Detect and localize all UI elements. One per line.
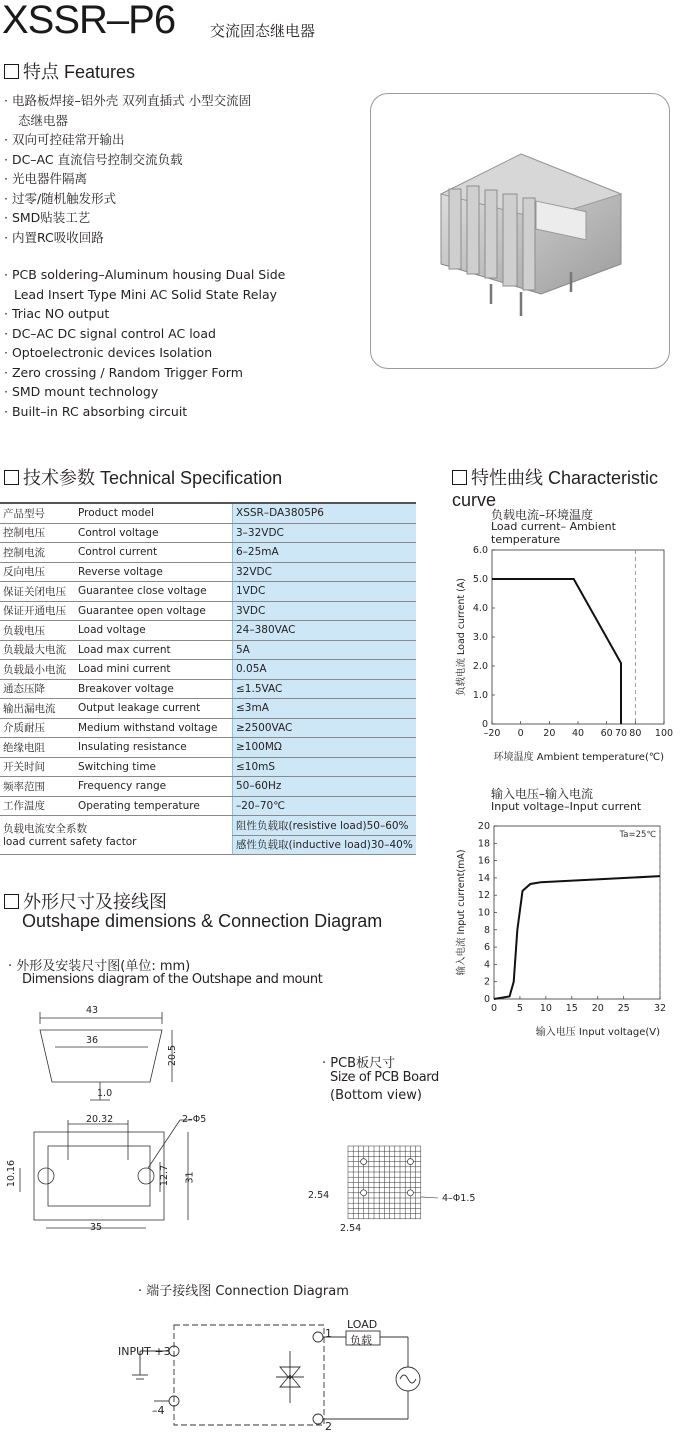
feature-item: · Built–in RC absorbing circuit [4,403,188,419]
table-row [0,796,416,816]
chart1-subtitle: Load current– Ambient temperature [491,520,616,546]
x-tick-label: 60 [600,728,613,739]
outshape-heading-en: Outshape dimensions & Connection Diagram [22,911,383,931]
feature-item: · DC–AC DC signal control AC load [4,325,216,341]
x-tick-label: 25 [617,1003,630,1014]
spec-value: ≤1.5VAC [233,679,417,699]
y-tick-label: 16 [477,855,490,867]
y-tick-label: 3.0 [472,632,488,643]
chart2-title: 输入电压–输入电流 [491,787,594,801]
spec-param-en: Switching time [75,757,233,777]
spec-param-cn: 开关时间 [0,757,75,777]
y-tick-label: 0 [483,994,490,1005]
spec-param-cn: 负载最大电流 [0,640,75,660]
dim-1-0: 1.0 [97,1088,113,1099]
x-tick-label: 100 [654,728,674,739]
dim-20-5: 20.5 [167,1044,179,1067]
x-tick-label: 80 [629,728,642,739]
pcb-grid-drawing [300,1140,500,1240]
x-tick-label: 5 [516,1003,523,1014]
curve-heading: 特性曲线 Characteristic curve [452,468,659,510]
checkbox-square-icon [4,894,19,909]
table-row [0,523,416,543]
y-axis-label: 输入电流 Input current(mA) [456,849,467,976]
spec-param-en: Product model [75,503,233,523]
x-tick-label: 20 [591,1003,604,1014]
dim-43: 43 [86,1005,99,1016]
dim-2-54-b: 2.54 [340,1223,362,1234]
y-tick-label: 6.0 [472,545,488,556]
feature-item: · Triac NO output [4,306,110,321]
table-row [0,503,416,523]
spec-param-cn: 负载电压 [0,621,75,641]
spec-value: ≥2500VAC [233,718,417,738]
feature-item: · 光电器件隔离 [4,171,87,186]
spec-value: 32VDC [233,562,417,582]
table-row [0,660,416,680]
feature-item: · Optoelectronic devices Isolation [4,345,213,360]
relay-product-image [371,94,669,368]
y-tick-label: 10 [477,907,490,919]
product-subtitle: 交流固态继电器 [210,22,316,40]
feature-item: · 电路板焊接–铝外壳 双列直插式 小型交流固 [4,93,252,108]
y-tick-label: 12 [477,890,490,902]
spec-value: ≥100MΩ [233,738,417,758]
y-axis-label: 负载电流 Load current (A) [456,577,467,697]
spec-value: 0.05A [233,660,417,680]
pcb-hole [407,1190,413,1196]
spec-param-en: Operating temperature [75,796,233,816]
spec-param-cn: 控制电压 [0,523,75,543]
x-axis-label: 环境温度 Ambient temperature(℃) [493,752,664,763]
spec-param-cn: 绝缘电阻 [0,738,75,758]
dims-caption-en: Dimensions diagram of the Outshape and mount [22,972,323,987]
checkbox-square-icon [4,64,19,79]
feature-item: · DC–AC 直流信号控制交流负载 [4,151,183,167]
dim-36: 36 [86,1035,99,1046]
series-line [494,876,660,999]
spec-param-en: Load max current [75,640,233,660]
table-row [0,601,416,621]
table-row [0,699,416,719]
series-line [492,579,621,724]
y-tick-label: 20 [477,821,490,832]
spec-param-en: Medium withstand voltage [75,718,233,738]
spec-value: 24–380VAC [233,621,417,641]
dim-31: 31 [184,1171,196,1184]
spec-heading: 技术参数 Technical Specification [4,464,282,490]
table-row [0,777,416,797]
dims-caption-cn: · 外形及安装尺寸图(单位: mm) [8,959,191,974]
dim-35: 35 [90,1222,103,1233]
chart1-title: 负载电流–环境温度 [491,508,594,522]
spec-value: 3VDC [233,601,417,621]
spec-param-cn: 保证开通电压 [0,601,75,621]
y-tick-label: 4.0 [472,603,488,614]
spec-param-en: Control current [75,543,233,563]
pin2-label: 2 [325,1420,332,1433]
leader-line [421,1197,438,1198]
pcb-caption-cn: · PCB板尺寸 [322,1056,396,1071]
x-tick-label: 0 [490,1003,498,1014]
x-tick-label: 20 [543,728,556,739]
x-tick-label: 0 [517,728,524,739]
features-cn-list [4,91,364,247]
spec-value: XSSR–DA3805P6 [233,503,417,523]
table-row [0,757,416,777]
feature-item: 态继电器 [18,112,69,128]
spec-param-cn: 介质耐压 [0,718,75,738]
feature-item: · SMD贴装工艺 [4,210,91,225]
dim-2-54-a: 2.54 [308,1190,330,1201]
spec-value: 5A [233,640,417,660]
input-current-chart [450,816,680,1038]
table-row [0,562,416,582]
feature-item: Lead Insert Type Mini AC Solid State Relay [14,286,278,302]
feature-item: · Zero crossing / Random Trigger Form [4,364,243,380]
y-tick-label: 18 [477,838,490,850]
feature-item: · SMD mount technology [4,384,159,399]
pcb-hole [361,1190,367,1196]
spec-param-cn: 负载最小电流 [0,660,75,680]
product-photo-frame [370,93,670,369]
table-row [0,543,416,563]
spec-param-cn: 产品型号 [0,503,75,523]
spec-param-en: Breakover voltage [75,679,233,699]
safety-value-resistive: 阻性负载取(resistive load)50–60% [233,816,417,836]
spec-param-en: Guarantee close voltage [75,582,233,602]
pcb-caption-view: (Bottom view) [330,1088,422,1103]
safety-value-inductive: 感性负载取(inductive load)30–40% [233,835,417,855]
spec-value: 1VDC [233,582,417,602]
dim-2-phi5: 2–Φ5 [182,1114,207,1125]
x-tick-label: 32 [653,1003,667,1014]
spec-param-cn: 控制电流 [0,543,75,563]
spec-param-cn: 输出漏电流 [0,699,75,719]
y-tick-label: 5.0 [472,574,488,585]
chart-annotation: Ta=25℃ [619,830,656,840]
spec-value: –20–70℃ [233,796,417,816]
x-tick-label: 40 [571,728,585,739]
y-tick-label: 6 [483,942,490,954]
x-tick-label: 10 [539,1003,552,1014]
spec-param-en: Guarantee open voltage [75,601,233,621]
chart2-subtitle: Input voltage–Input current [491,800,642,813]
y-tick-label: 4 [483,959,490,971]
table-row [0,738,416,758]
spec-value: ≤10mS [233,757,417,777]
dim-10-16: 10.16 [6,1159,18,1188]
table-row [0,816,416,836]
y-tick-label: 2.0 [472,661,488,672]
spec-param-en: Load voltage [75,621,233,641]
pcb-hole [361,1159,367,1165]
spec-value: 50–60Hz [233,777,417,797]
feature-item: · 过零/随机触发形式 [4,190,117,206]
checkbox-square-icon [4,470,19,485]
dim-4-phi1-5: 4–Φ1.5 [442,1193,476,1204]
spec-param-cn: 工作温度 [0,796,75,816]
input-plus-label: INPUT +3 [118,1345,171,1358]
spec-param-en: Insulating resistance [75,738,233,758]
table-row [0,679,416,699]
spec-param-en: Frequency range [75,777,233,797]
connection-caption: · 端子接线图 Connection Diagram [138,1284,349,1299]
checkbox-square-icon [452,470,467,485]
pin1-label: 1 [325,1327,332,1340]
x-tick-label: –20 [483,728,501,739]
spec-param-cn: 反向电压 [0,562,75,582]
feature-item: · PCB soldering–Aluminum housing Dual Side [4,267,286,282]
spec-value: 6–25mA [233,543,417,563]
y-tick-label: 14 [477,872,490,884]
x-tick-label: 15 [565,1003,578,1014]
load-current-chart [450,538,680,770]
spec-param-cn: 频率范围 [0,777,75,797]
feature-item: · 双向可控硅常开输出 [4,132,125,147]
spec-table [0,502,416,855]
load-label-cn: 负载 [350,1334,372,1347]
outshape-dimension-drawing [0,1000,300,1240]
y-tick-label: 0 [481,719,488,730]
feature-item: · 内置RC吸收回路 [4,229,104,245]
table-row [0,718,416,738]
safety-label: 负载电流安全系数 load current safety factor [0,816,233,855]
spec-param-en: Reverse voltage [75,562,233,582]
y-tick-label: 1.0 [472,690,488,701]
input-minus-label: –4 [152,1404,165,1417]
spec-param-en: Output leakage current [75,699,233,719]
features-heading: 特点 Features [4,58,135,84]
spec-value: ≤3mA [233,699,417,719]
y-tick-label: 2 [483,976,490,988]
spec-param-cn: 通态压降 [0,679,75,699]
table-row [0,582,416,602]
pcb-caption-en: Size of PCB Board [330,1070,439,1085]
load-label-en: LOAD [347,1318,378,1331]
spec-param-en: Load mini current [75,660,233,680]
plot-frame [492,550,664,724]
spec-value: 3–32VDC [233,523,417,543]
y-tick-label: 8 [483,924,490,936]
product-model-title: XSSR–P6 [2,0,176,42]
x-axis-label: 输入电压 Input voltage(V) [535,1027,660,1038]
features-en-list [4,265,364,421]
dim-12-7: 12.7 [159,1164,171,1187]
spec-param-en: Control voltage [75,523,233,543]
table-row [0,640,416,660]
dim-20-32: 20.32 [86,1114,114,1125]
pcb-hole [407,1159,413,1165]
outshape-heading: 外形尺寸及接线图 [4,888,167,914]
spec-param-cn: 保证关闭电压 [0,582,75,602]
x-tick-label: 70 [614,728,628,739]
table-row [0,621,416,641]
